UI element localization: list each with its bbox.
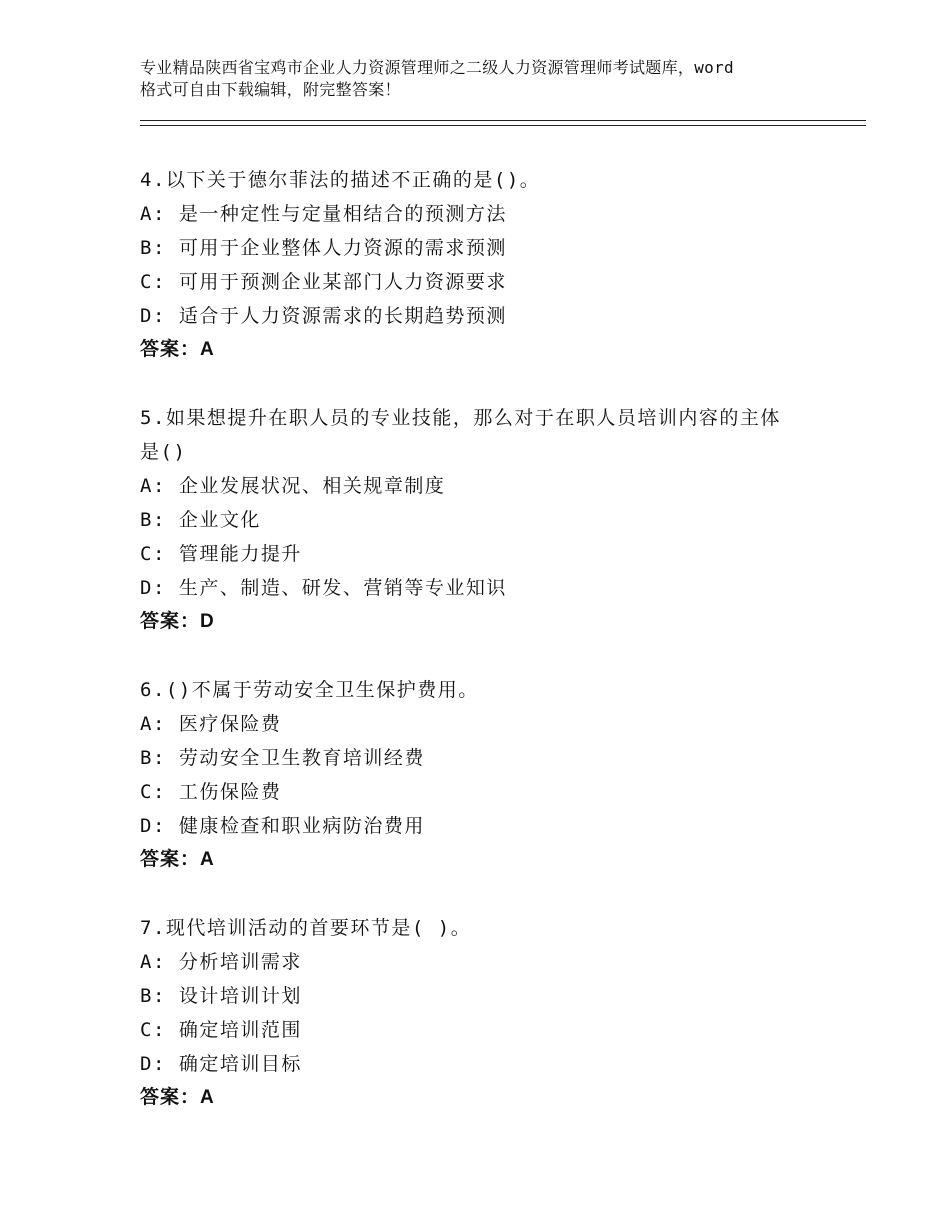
option-d: D: 生产、制造、研发、营销等专业知识 — [140, 577, 507, 599]
answer-label: 答案：D — [140, 611, 215, 632]
option-d: D: 适合于人力资源需求的长期趋势预测 — [140, 305, 507, 327]
option-a: A: 医疗保险费 — [140, 713, 282, 735]
question-title: 4.以下关于德尔菲法的描述不正确的是()。 — [140, 169, 541, 191]
answer-label: 答案：A — [140, 339, 215, 360]
answer-label: 答案：A — [140, 1087, 215, 1108]
option-b: B: 设计培训计划 — [140, 985, 302, 1007]
option-d: D: 确定培训目标 — [140, 1053, 302, 1075]
question-title: 6.()不属于劳动安全卫生保护费用。 — [140, 679, 479, 701]
option-b: B: 企业文化 — [140, 509, 261, 531]
question-6 — [140, 673, 840, 877]
option-d: D: 健康检查和职业病防治费用 — [140, 815, 425, 837]
option-c: C: 确定培训范围 — [140, 1019, 302, 1041]
question-4 — [140, 163, 840, 367]
header-line-1: 专业精品陕西省宝鸡市企业人力资源管理师之二级人力资源管理师考试题库，word — [140, 58, 734, 77]
option-b: B: 可用于企业整体人力资源的需求预测 — [140, 237, 507, 259]
question-list — [140, 163, 840, 1149]
answer-label: 答案：A — [140, 849, 215, 870]
option-b: B: 劳动安全卫生教育培训经费 — [140, 747, 425, 769]
option-c: C: 可用于预测企业某部门人力资源要求 — [140, 271, 507, 293]
option-c: C: 管理能力提升 — [140, 543, 302, 565]
question-title: 5.如果想提升在职人员的专业技能，那么对于在职人员培训内容的主体是() — [140, 407, 781, 463]
header-divider — [140, 120, 866, 126]
option-c: C: 工伤保险费 — [140, 781, 282, 803]
question-title: 7.现代培训活动的首要环节是( )。 — [140, 917, 472, 939]
option-a: A: 企业发展状况、相关规章制度 — [140, 475, 446, 497]
option-a: A: 分析培训需求 — [140, 951, 302, 973]
question-7 — [140, 911, 840, 1115]
option-a: A: 是一种定性与定量相结合的预测方法 — [140, 203, 507, 225]
question-5 — [140, 401, 840, 639]
header-line-2: 格式可自由下载编辑，附完整答案！ — [140, 80, 401, 99]
document-header — [140, 57, 840, 101]
